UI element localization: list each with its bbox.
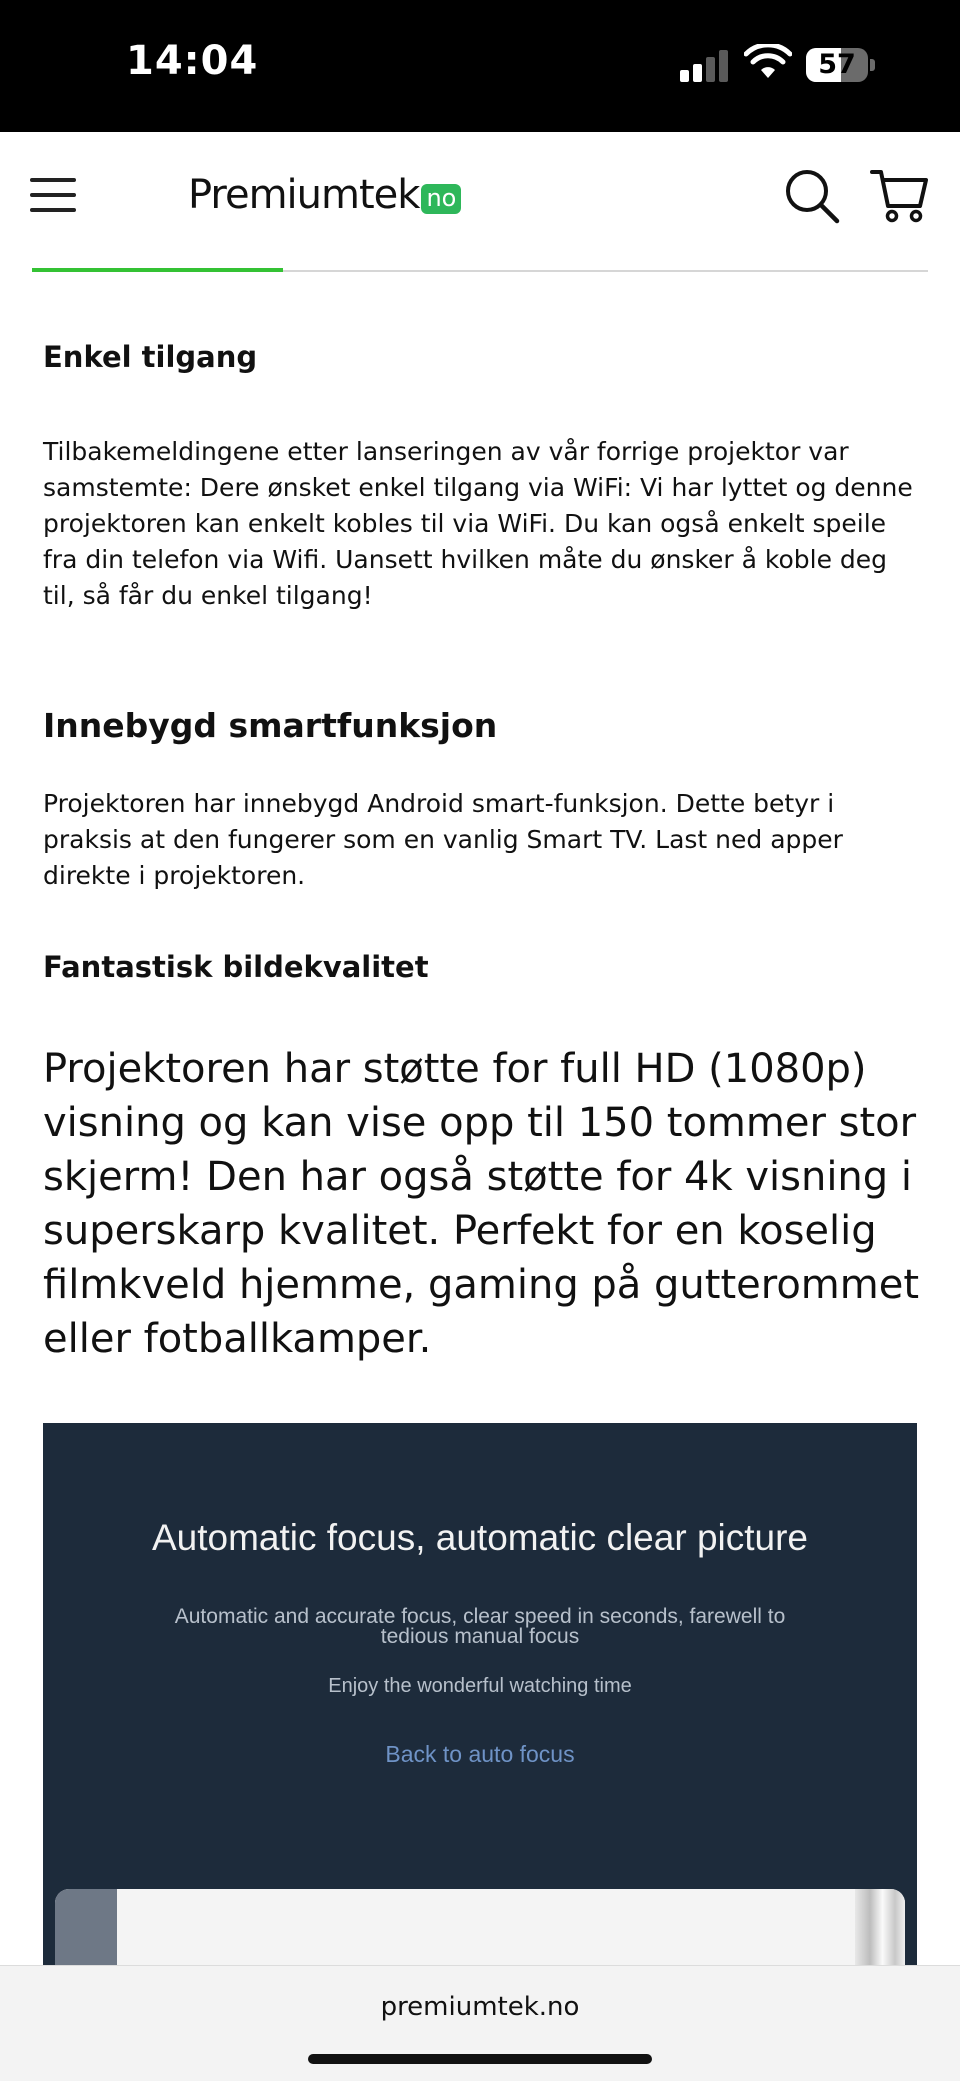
home-indicator (308, 2054, 652, 2064)
section-body-bildekvalitet: Projektoren har støtte for full HD (1080p) visning og kan vise opp til 150 tommer stor skjerm! Den har også støtte for 4k visning i superskarp kvalitet. Perfekt for en koselig filmkveld hjemme, gaming på gutterommet eller fotballkamper. (43, 1046, 920, 1362)
section-title-bildekvalitet: Fantastisk bildekvalitet (43, 950, 429, 984)
cellular-signal-icon (680, 48, 730, 82)
section-body-smartfunksjon: Projektoren har innebygd Android smart-funksjon. Dette betyr i praksis at den fungerer som en vanlig Smart TV. Last ned apper direkte i projektoren. (43, 789, 843, 890)
product-promo-image (43, 1423, 917, 1983)
wifi-icon (744, 44, 792, 82)
site-logo[interactable] (188, 170, 461, 220)
section-title-enkel-tilgang: Enkel tilgang (43, 340, 258, 374)
status-bar (0, 0, 960, 132)
logo-wordmark: Premiumtek (188, 172, 420, 218)
promo-image-tagline: Enjoy the wonderful watching time (328, 1675, 632, 1697)
section-body-enkel-tilgang: Tilbakemeldingene etter lanseringen av vår forrige projektor var samstemte: Dere ønsket enkel tilgang via WiFi: Vi har lyttet og denne projektoren kan enkelt kobles til via WiFi. Du kan også enkelt speile fra din telefon via Wifi. Uansett hvilken måte du ønsker å koble deg til, så får du enkel tilgang! (43, 437, 913, 610)
url-text[interactable]: premiumtek.no (380, 1992, 580, 2022)
site-header (0, 132, 960, 272)
browser-address-bar[interactable] (0, 1965, 960, 2081)
battery-icon (806, 48, 872, 82)
promo-image-link-text: Back to auto focus (385, 1741, 575, 1767)
promo-image-subtitle: Automatic and accurate focus, clear speed in seconds, farewell to tedious manual focus (174, 1605, 786, 1648)
section-title-smartfunksjon: Innebygd smartfunksjon (43, 706, 498, 745)
battery-level: 57 (818, 49, 856, 80)
logo-tld-badge: no (421, 184, 461, 214)
search-icon[interactable] (784, 168, 840, 224)
status-time: 14:04 (126, 38, 259, 84)
scroll-progress-bar (32, 268, 283, 272)
hamburger-menu-icon[interactable] (30, 176, 76, 214)
cart-icon[interactable] (870, 168, 928, 224)
promo-image-title: Automatic focus, automatic clear picture (151, 1517, 808, 1558)
